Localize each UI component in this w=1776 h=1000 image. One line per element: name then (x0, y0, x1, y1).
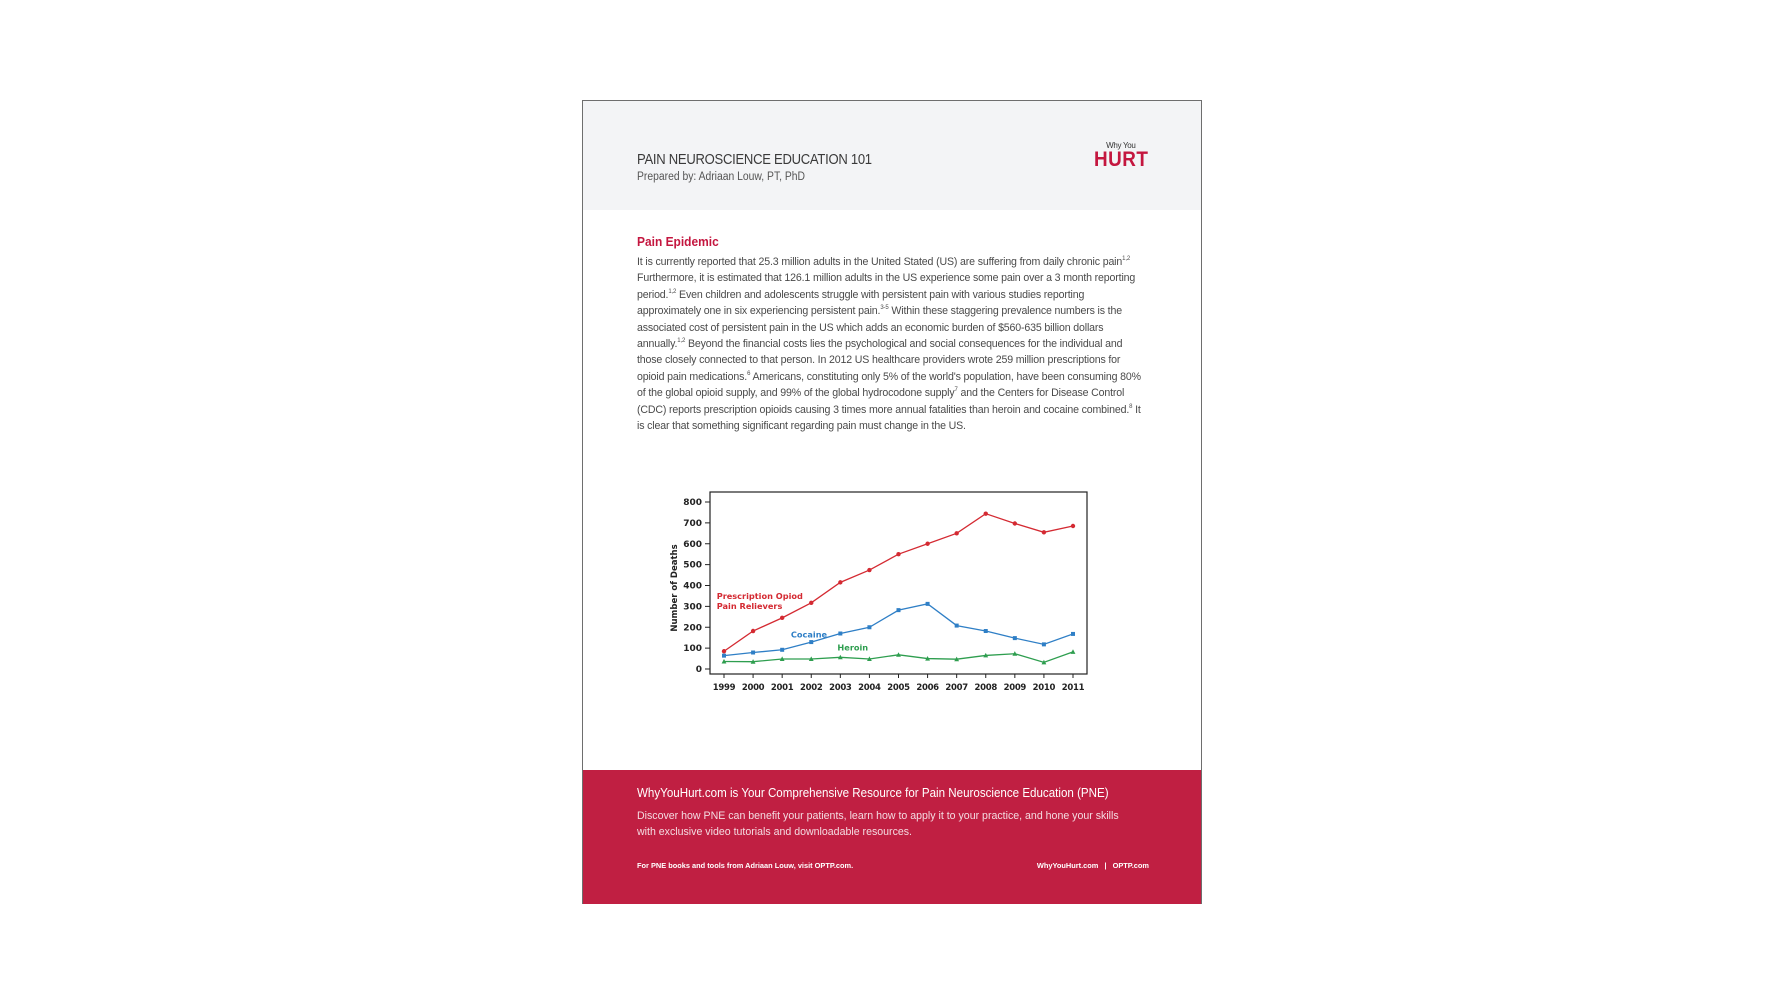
data-point (722, 654, 726, 658)
data-point (1013, 521, 1017, 525)
y-tick-label: 600 (683, 539, 702, 550)
y-tick-label: 100 (683, 644, 702, 655)
paragraph-text-segment: Even children and adolescents struggle with persistent pain with various studies reporting approximately one in six experiencing persistent pain. (637, 288, 1085, 318)
document-header (583, 101, 1201, 210)
content-section (637, 234, 1147, 434)
paragraph-text-segment: Within these staggering prevalence numbers is the associated cost of persistent pain in the US which adds an economic burden of $560-635 billion dollars annually. (637, 305, 1122, 351)
paragraph-text-segment: It is clear that something significant regarding pain must change in the US. (637, 403, 1141, 433)
paragraph-text-segment: It is currently reported that 25.3 million adults in the United Stated (US) are suffering from daily chronic pain (637, 256, 1123, 268)
x-tick-label: 1999 (712, 683, 736, 693)
citation-superscript: 3-5 (880, 305, 889, 312)
data-point (984, 511, 988, 515)
data-point (1013, 636, 1017, 640)
footer-text: Discover how PNE can benefit your patients, learn how to apply it to your practice, and hone your skills with exclusive video tutorials and downloadable resources. (637, 810, 1119, 838)
paragraph-text-segment: Americans, constituting only 5% of the world's population, have been consuming 80% of the global opioid supply, and 99% of the global hydrocodone supply (637, 370, 1141, 400)
data-point (751, 629, 755, 633)
x-tick-label: 2004 (858, 683, 881, 693)
paragraph-text-segment: and the Centers for Disease Control (CDC) reports prescription opioids causing 3 times more annual fatalities than heroin and cocaine combined. (637, 387, 1130, 416)
section-heading: Pain Epidemic (637, 234, 719, 249)
footer-banner (583, 770, 1201, 904)
link-whyyouhurt[interactable]: WhyYouHurt.com (1036, 861, 1099, 870)
x-tick-label: 2009 (1003, 683, 1027, 693)
data-point (925, 542, 929, 546)
data-point (896, 552, 900, 556)
x-tick-label: 2000 (741, 683, 765, 693)
data-point (780, 648, 784, 652)
citation-superscript: 1,2 (677, 338, 686, 345)
x-tick-label: 2003 (829, 683, 852, 693)
data-point (809, 640, 813, 644)
series-label: Heroin (837, 642, 869, 653)
document-author: Prepared by: Adriaan Louw, PT, PhD (637, 171, 806, 183)
data-point (867, 568, 871, 572)
data-point (838, 580, 842, 584)
data-point (867, 625, 871, 629)
x-tick-label: 2011 (1061, 683, 1085, 693)
y-tick-label: 0 (695, 665, 702, 675)
logo-big-text: HURT (1093, 148, 1148, 171)
series-label: Prescription Opiod (716, 591, 803, 602)
document-title: PAIN NEUROSCIENCE EDUCATION 101 (637, 152, 872, 168)
footer-note: For PNE books and tools from Adriaan Louw, visit OPTP.com. (637, 861, 854, 870)
y-tick-label: 200 (683, 623, 702, 634)
footer-title: WhyYouHurt.com is Your Comprehensive Resource for Pain Neuroscience Education (PNE) (637, 786, 1109, 800)
x-tick-label: 2005 (887, 683, 910, 693)
data-point (926, 602, 930, 606)
link-optp[interactable]: OPTP.com (1112, 861, 1149, 870)
series-label: Cocaine (790, 629, 828, 640)
document-page (582, 100, 1202, 904)
link-separator: | (1104, 861, 1107, 870)
data-point (809, 601, 813, 605)
footer-links (1037, 861, 1149, 870)
paragraph-text-segment: Beyond the financial costs lies the psychological and social consequences for the individual and those closely connected to that person. In 2012 US healthcare providers wrote 259 million prescriptions for opioid pain medications. (637, 338, 1123, 383)
data-point (954, 531, 958, 535)
data-point (897, 608, 901, 612)
citation-superscript: 8 (1129, 403, 1133, 410)
x-tick-label: 2007 (945, 683, 968, 693)
data-point (1042, 642, 1046, 646)
data-point (955, 624, 959, 628)
y-tick-label: 800 (683, 498, 702, 508)
y-tick-label: 400 (683, 581, 702, 592)
y-tick-label: 500 (683, 560, 702, 571)
data-point (1042, 530, 1046, 534)
x-tick-label: 2010 (1032, 683, 1056, 693)
citation-superscript: 1,2 (668, 288, 677, 295)
plot-frame (710, 492, 1087, 674)
data-point (984, 629, 988, 633)
x-tick-label: 2006 (916, 683, 939, 693)
citation-superscript: 7 (954, 387, 958, 394)
why-you-hurt-logo (1091, 141, 1151, 170)
data-point (838, 632, 842, 636)
y-tick-label: 700 (683, 518, 702, 529)
data-point (1071, 524, 1075, 528)
data-point (751, 651, 755, 655)
deaths-line-chart (668, 486, 1088, 696)
x-tick-label: 2002 (800, 683, 823, 693)
y-tick-label: 300 (683, 602, 702, 613)
data-point (780, 616, 784, 620)
paragraph-text-segment: Furthermore, it is estimated that 126.1 million adults in the US experience some pain over a 3 month reporting period. (637, 272, 1136, 301)
data-point (722, 649, 726, 653)
series-label: Pain Relievers (716, 601, 783, 612)
x-tick-label: 2001 (770, 683, 794, 693)
citation-superscript: 1,2 (1122, 256, 1131, 262)
citation-superscript: 6 (747, 370, 751, 377)
logo-small-text: Why You (1106, 141, 1136, 150)
body-paragraph (637, 254, 1147, 434)
chart-svg (668, 486, 1088, 696)
data-point (1071, 632, 1075, 636)
x-tick-label: 2008 (974, 683, 997, 693)
y-axis-label: Number of Deaths (670, 544, 680, 632)
